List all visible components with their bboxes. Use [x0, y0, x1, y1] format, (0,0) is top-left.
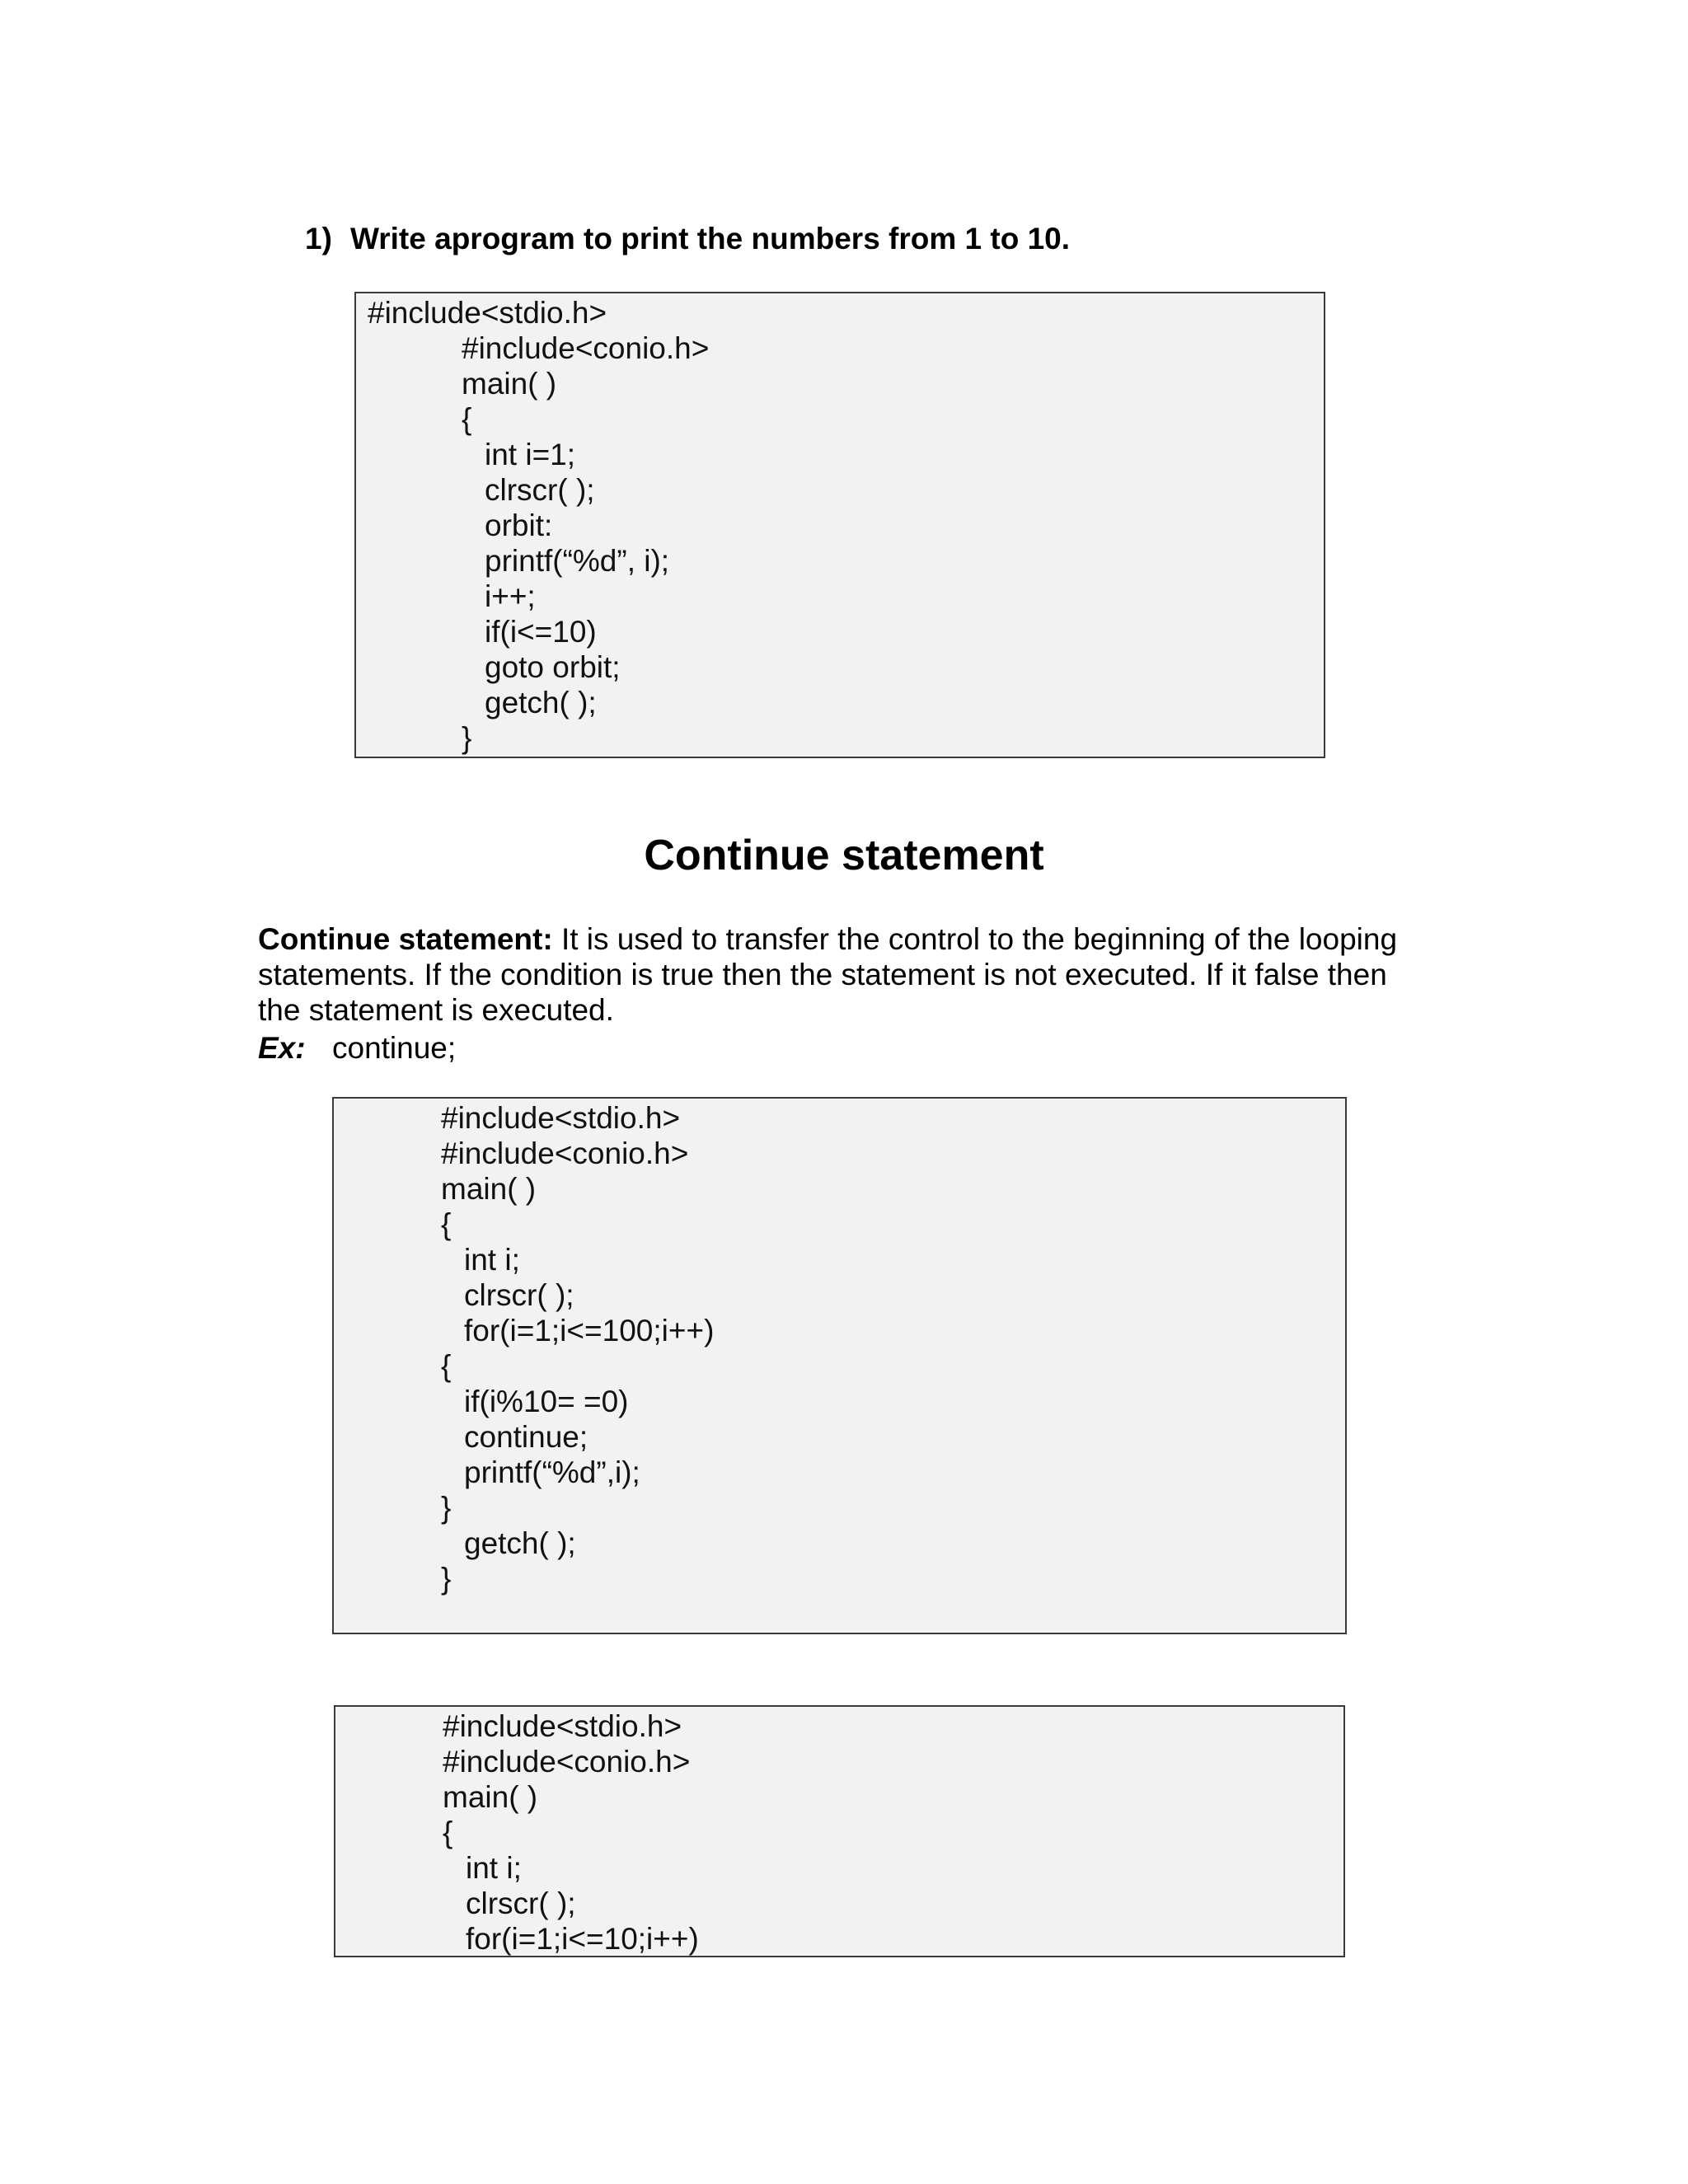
- section-heading: Continue statement: [644, 832, 1044, 879]
- code-line: clrscr( );: [485, 473, 595, 507]
- code-line: int i;: [464, 1243, 520, 1277]
- code-block-continue: [332, 1097, 1347, 1634]
- code-line: main( ): [443, 1780, 538, 1814]
- code-line: main( ): [441, 1172, 537, 1206]
- definition-term: Continue statement:: [258, 922, 553, 956]
- code-line: main( ): [462, 367, 557, 401]
- code-line: printf(“%d”,i);: [464, 1455, 640, 1489]
- code-line: int i;: [466, 1851, 522, 1885]
- code-line: #include<stdio.h>: [441, 1101, 681, 1135]
- code-line: #include<conio.h>: [441, 1137, 689, 1170]
- code-line: clrscr( );: [464, 1278, 574, 1312]
- example-value: continue;: [332, 1031, 457, 1065]
- code-line: clrscr( );: [466, 1886, 576, 1920]
- code-line: {: [441, 1207, 452, 1241]
- code-line: #include<stdio.h>: [368, 296, 607, 330]
- example-line: [258, 1030, 456, 1066]
- code-line: if(i%10= =0): [464, 1385, 629, 1418]
- code-block-goto: [354, 292, 1325, 758]
- code-line: getch( );: [485, 686, 597, 719]
- question-text: Write aprogram to print the numbers from 1 to 10.: [350, 222, 1071, 255]
- question-heading: [305, 219, 1070, 259]
- code-line: for(i=1;i<=10;i++): [466, 1922, 699, 1956]
- code-line: {: [441, 1349, 452, 1383]
- code-line: goto orbit;: [485, 650, 621, 684]
- definition-text: It is used to transfer the control to the beginning of the looping statements. If the condition is true then the statement is not executed. If it false then the statement is executed.: [258, 922, 1398, 1027]
- code-line: }: [441, 1562, 452, 1596]
- code-line: for(i=1;i<=100;i++): [464, 1314, 715, 1347]
- code-line: }: [462, 721, 472, 755]
- code-line: {: [462, 402, 472, 436]
- definition-paragraph: [258, 921, 1437, 1028]
- code-line: #include<conio.h>: [443, 1745, 691, 1779]
- code-line: orbit:: [485, 509, 553, 542]
- code-line: }: [441, 1491, 452, 1525]
- code-line: if(i<=10): [485, 615, 597, 649]
- code-line: #include<stdio.h>: [443, 1709, 682, 1743]
- question-number: 1): [305, 222, 332, 255]
- code-line: printf(“%d”, i);: [485, 544, 670, 578]
- code-line: i++;: [485, 579, 536, 613]
- code-line: #include<conio.h>: [462, 331, 710, 365]
- code-line: continue;: [464, 1420, 588, 1454]
- code-line: int i=1;: [485, 438, 576, 471]
- code-line: {: [443, 1816, 453, 1849]
- code-line: getch( );: [464, 1526, 576, 1560]
- example-label: Ex:: [258, 1031, 306, 1065]
- code-block-for-loop: [334, 1705, 1345, 1957]
